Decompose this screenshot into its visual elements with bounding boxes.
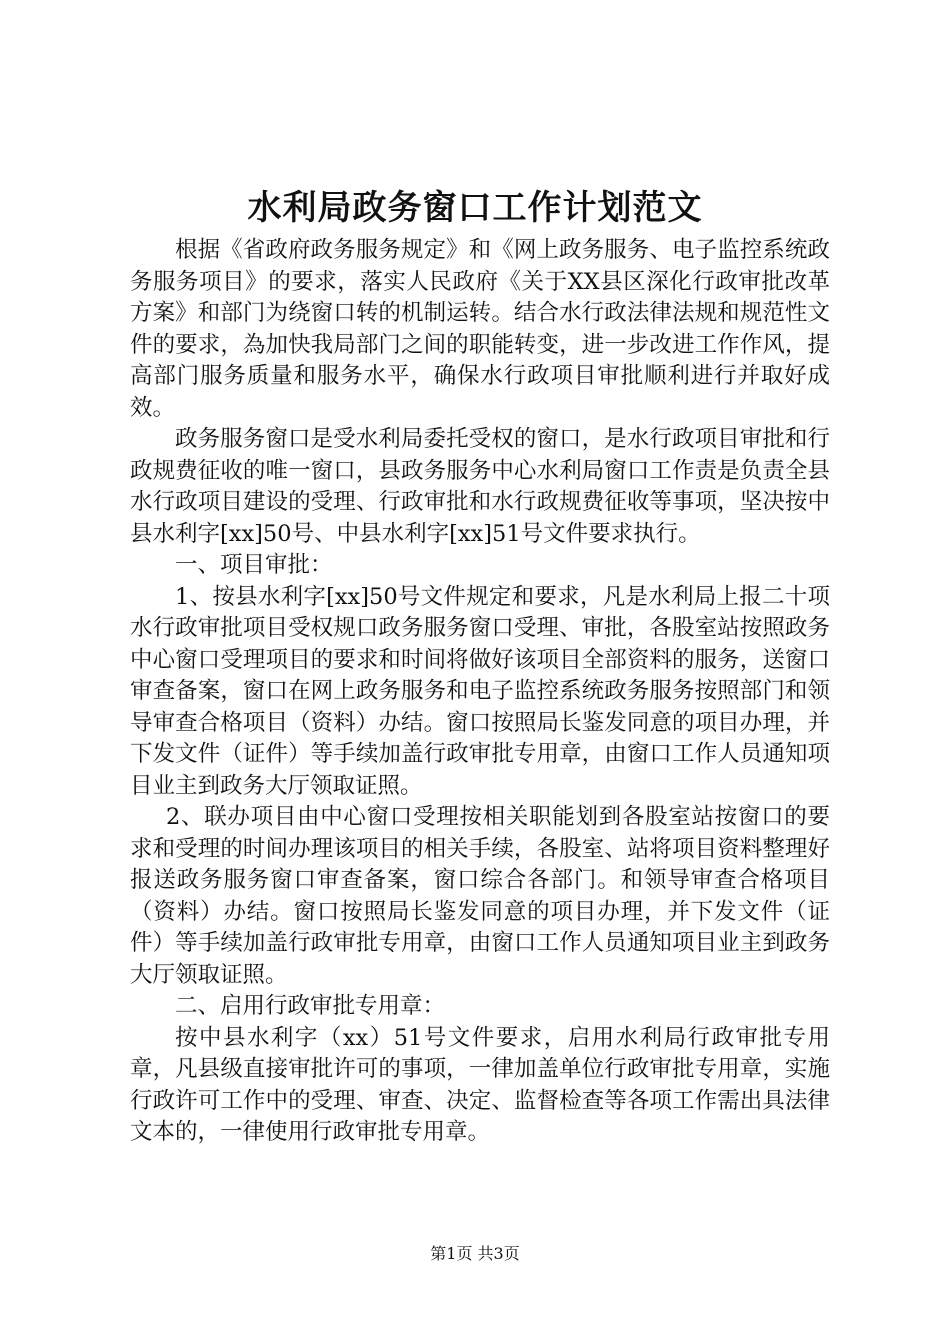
- paragraph-intro: 根据《省政府政务服务规定》和《网上政务服务、电子监控系统政务服务项目》的要求，落实人民政府《关于XX县区深化行政审批改革方案》和部门为绕窗口转的机制运转。结合水行政法律法规和规范性文件的要求，為加快我局部门之间的职能转变，进一步改进工作作风，提高部门服务质量和服务水平，确保水行政项目审批顺利进行并取好成效。: [130, 237, 830, 421]
- document-title: 水利局政务窗口工作计划范文: [247, 188, 703, 228]
- section-heading-approval-seal: 二、启用行政审批专用章：: [175, 993, 446, 1019]
- paragraph-item-2: 2、联办项目由中心窗口受理按相关职能划到各股室站按窗口的要求和受理的时间办理该项目的相关手续，各股室、站将项目资料整理好报送政务服务窗口审查备案，窗口综合各部门。和领导审查合格项目（资料）办结。窗口按照局长鉴发同意的项目办理，并下发文件（证件）等手续加盖行政审批专用章，由窗口工作人员通知项目业主到政务大厅领取证照。: [130, 804, 830, 988]
- paragraph-seal-usage: 按中县水利字（xx）51号文件要求，启用水利局行政审批专用章，凡县级直接审批许可的事项，一律加盖单位行政审批专用章，实施行政许可工作中的受理、审查、决定、监督检查等各项工作需出具法律文本的，一律使用行政审批专用章。: [130, 1024, 830, 1145]
- page-number-footer: 第1页 共3页: [430, 1244, 520, 1263]
- paragraph-window-role: 政务服务窗口是受水利局委托受权的窗口，是水行政项目审批和行政规费征收的唯一窗口，县政务服务中心水利局窗口工作责是负责全县水行政项目建设的受理、行政审批和水行政规费征收等事项，坚决按中县水利字[xx]50号、中县水利字[xx]51号文件要求执行。: [130, 426, 830, 547]
- paragraph-item-1: 1、按县水利字[xx]50号文件规定和要求，凡是水利局上报二十项水行政审批项目受权规口政务服务窗口受理、审批，各股室站按照政务中心窗口受理项目的要求和时间将做好该项目全部资料的服务，送窗口审查备案，窗口在网上政务服务和电子监控系统政务服务按照部门和领导审查合格项目（资料）办结。窗口按照局长鉴发同意的项目办理，并下发文件（证件）等手续加盖行政审批专用章，由窗口工作人员通知项目业主到政务大厅领取证照。: [130, 583, 830, 799]
- document-body: [130, 235, 830, 1149]
- section-heading-project-approval: 一、项目审批：: [175, 552, 333, 578]
